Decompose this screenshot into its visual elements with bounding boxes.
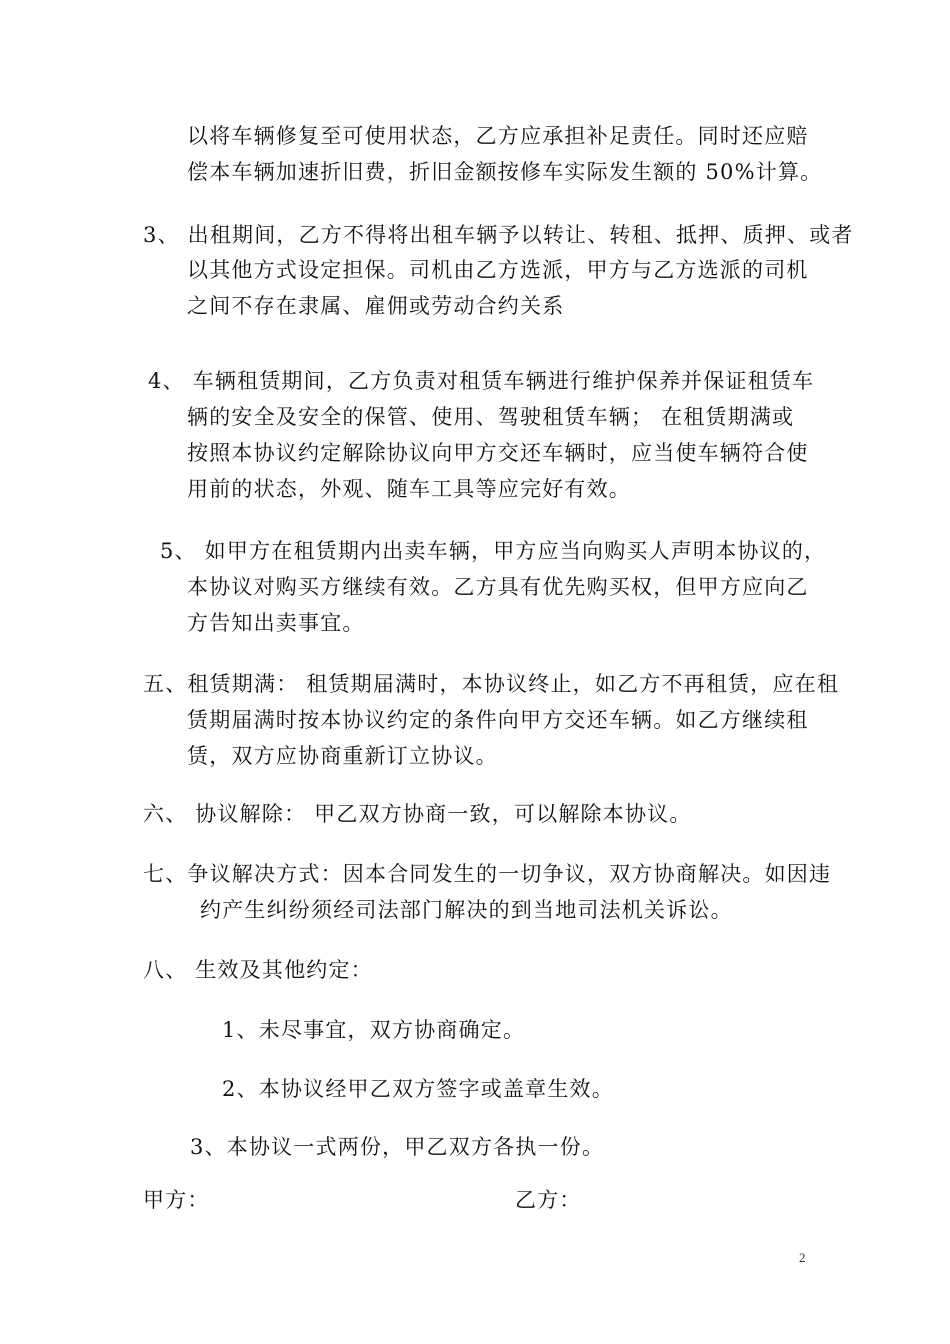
item4-line-4: 用前的状态，外观、随车工具等应完好有效。	[187, 477, 631, 501]
party-b-signature-label: 乙方：	[515, 1188, 582, 1212]
section5-line-1: 五、租赁期满： 租赁期届满时，本协议终止，如乙方不再租赁，应在租	[143, 672, 840, 696]
item3-line-1: 3、 出租期间，乙方不得将出租车辆予以转让、转租、抵押、质押、或者	[143, 223, 854, 247]
item4-line-2: 辆的安全及安全的保管、使用、驾驶租赁车辆； 在租赁期满或	[187, 405, 795, 429]
section7-line-1: 七、争议解决方式：因本合同发生的一切争议，双方协商解决。如因违	[143, 862, 832, 886]
item3-line-2: 以其他方式设定担保。司机由乙方选派，甲方与乙方选派的司机	[187, 258, 809, 282]
party-a-signature-label: 甲方：	[143, 1188, 210, 1212]
item3-line-3: 之间不存在隶属、雇佣或劳动合约关系	[187, 294, 565, 318]
section8-item-3: 3、本协议一式两份，甲乙双方各执一份。	[190, 1135, 605, 1159]
section6-line-1: 六、 协议解除： 甲乙双方协商一致，可以解除本协议。	[143, 802, 692, 826]
p1-line-2: 偿本车辆加速折旧费，折旧金额按修车实际发生额的 50%计算。	[187, 160, 823, 184]
item5-line-1: 5、 如甲方在租赁期内出卖车辆，甲方应当向购买人声明本协议的，	[160, 539, 827, 563]
page-number: 2	[799, 1250, 806, 1265]
section8-heading: 八、 生效及其他约定：	[143, 958, 373, 982]
p1-line-1: 以将车辆修复至可使用状态，乙方应承担补足责任。同时还应赔	[187, 124, 809, 148]
item4-line-1: 4、 车辆租赁期间，乙方负责对租赁车辆进行维护保养并保证租赁车	[148, 369, 815, 393]
section5-line-3: 赁，双方应协商重新订立协议。	[187, 744, 498, 768]
item5-line-3: 方告知出卖事宜。	[187, 611, 365, 635]
section8-item-2: 2、本协议经甲乙双方签字或盖章生效。	[222, 1077, 614, 1101]
section7-line-2: 约产生纠纷须经司法部门解决的到当地司法机关诉讼。	[200, 898, 733, 922]
section5-line-2: 赁期届满时按本协议约定的条件向甲方交还车辆。如乙方继续租	[187, 708, 809, 732]
item5-line-2: 本协议对购买方继续有效。乙方具有优先购买权，但甲方应向乙	[187, 575, 809, 599]
section8-item-1: 1、未尽事宜，双方协商确定。	[222, 1018, 526, 1042]
item4-line-3: 按照本协议约定解除协议向甲方交还车辆时，应当使车辆符合使	[187, 441, 809, 465]
